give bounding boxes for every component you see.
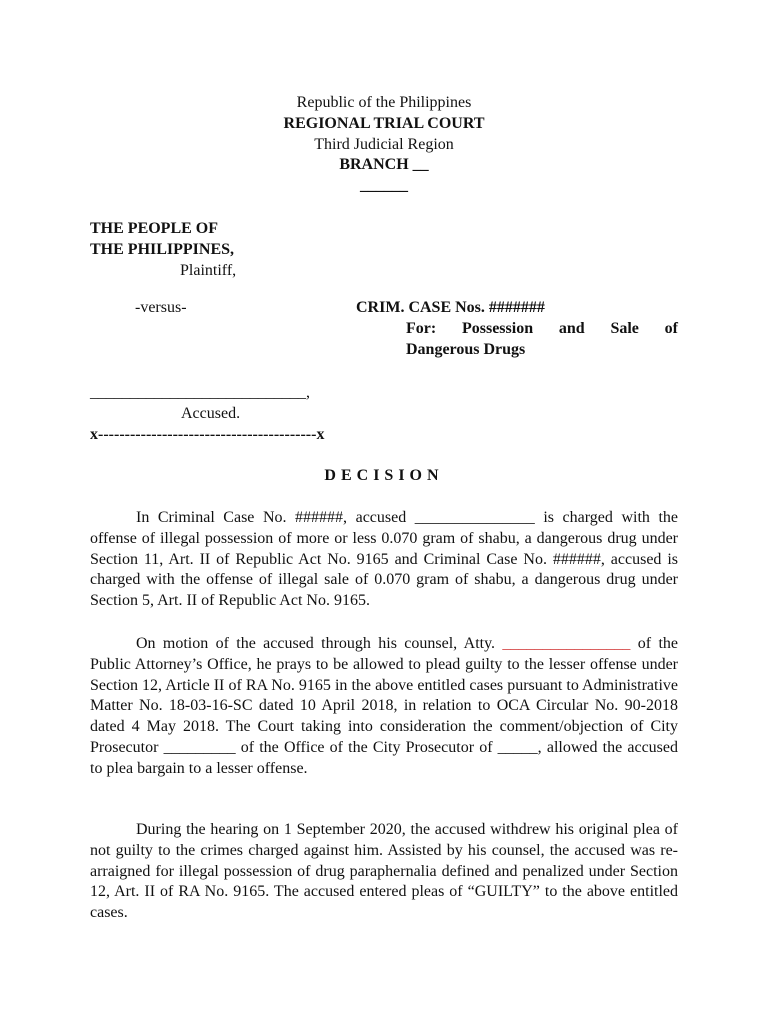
paragraph-1-text: In Criminal Case No. ######, accused _______________ is charged with the offense of illegal possession of more or less 0.070 gram of shabu, a dangerous drug under Section 11, Art. II of Republic Act No. 9165 and Criminal Case No. ######, accused is charged with the offense of illegal sale of 0.070 gram of shabu, a dangerous drug under Section 5, Art. II of Republic Act No. 9165. bbox=[90, 509, 678, 610]
versus-label: -versus- bbox=[135, 299, 187, 316]
accused-label: Accused. bbox=[181, 405, 241, 422]
case-for-line-1: For: Possession and Sale of bbox=[406, 319, 678, 337]
accused-name-blank: ___________________________, bbox=[90, 384, 310, 401]
plaintiff-line-2: THE PHILIPPINES, bbox=[90, 240, 235, 258]
case-for-line-2: Dangerous Drugs bbox=[406, 340, 526, 358]
judicial-region: Third Judicial Region bbox=[314, 135, 454, 153]
branch-line: BRANCH __ bbox=[339, 156, 429, 174]
paragraph-2-text-a: On motion of the accused through his counsel, Atty. bbox=[136, 635, 496, 652]
court-name: REGIONAL TRIAL COURT bbox=[283, 114, 485, 132]
paragraph-1 bbox=[90, 508, 678, 612]
plaintiff-label: Plaintiff, bbox=[180, 261, 237, 279]
plaintiff-block bbox=[90, 219, 236, 281]
decision-title: DECISION bbox=[324, 467, 444, 484]
paragraph-3-text: During the hearing on 1 September 2020, the accused withdrew his original plea of not guilty to the crimes charged against him. Assisted by his counsel, the accused was re-arraigned for illegal possession of drug paraphernalia defined and penalized under Section 12, Art. II of RA No. 9165. The accused entered pleas of “GUILTY” to the above entitled cases. bbox=[90, 821, 678, 922]
paragraph-2 bbox=[90, 634, 678, 780]
plaintiff-line-1: THE PEOPLE OF bbox=[90, 220, 219, 237]
paragraph-3 bbox=[90, 820, 678, 924]
case-caption bbox=[356, 298, 678, 360]
counsel-name-blank: ________________ bbox=[502, 635, 631, 652]
case-numbers: CRIM. CASE Nos. ####### bbox=[356, 299, 545, 316]
branch-blank: ______ bbox=[360, 177, 408, 195]
paragraph-2-text-b: of the Public Attorney’s Office, he prays to be allowed to plead guilty to the lesser offense under Section 12, Article II of RA No. 9165 in the above entitled cases pursuant to Administrative Matter No. 18-03-16-SC dated 10 April 2018, in relation to OCA Circular No. 90-2018 dated 4 May 2018. The Court taking into consideration the comment/objection of City Prosecutor _________ of the Office of the City Prosecutor of _____, allowed the accused to plea bargain to a lesser offense. bbox=[90, 635, 679, 777]
caption-separator: x-----------------------------------------x bbox=[90, 426, 325, 443]
court-header bbox=[0, 93, 768, 197]
republic-line: Republic of the Philippines bbox=[296, 94, 472, 111]
